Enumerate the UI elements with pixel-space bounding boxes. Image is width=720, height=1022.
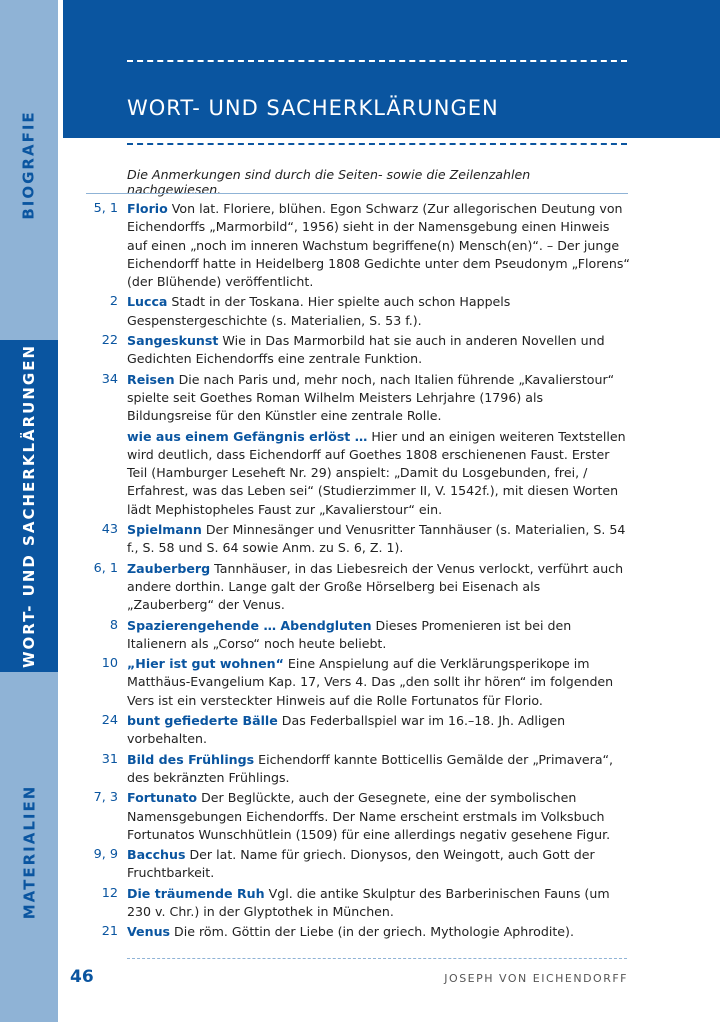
glossary-entry <box>60 617 630 654</box>
entry-reference: 5, 1 <box>93 201 118 216</box>
chapter-title: WORT- UND SACHERKLÄRUNGEN <box>127 96 499 120</box>
entry-body <box>127 846 630 883</box>
page-number: 46 <box>70 967 94 987</box>
entry-reference: 31 <box>101 751 118 767</box>
entry-reference: 22 <box>101 333 118 349</box>
entry-body <box>127 617 630 654</box>
entry-body <box>127 789 630 844</box>
entry-body <box>127 923 630 941</box>
entry-body <box>127 428 630 519</box>
entry-lemma: Bacchus <box>127 847 186 863</box>
glossary-entry <box>60 332 630 369</box>
entry-body <box>127 371 630 426</box>
entry-text: Die röm. Göttin der Liebe (in der griech. Mythologie Aphrodite). <box>170 924 574 940</box>
entry-reference: 34 <box>101 371 118 387</box>
glossary-entry <box>60 789 630 844</box>
glossary-entry <box>60 371 630 426</box>
entry-body <box>127 332 630 369</box>
tab-biografie[interactable] <box>0 0 58 330</box>
entry-lemma: wie aus einem Gefängnis erlöst … <box>127 428 368 444</box>
entry-text: Vgl. die antike Skulptur des Barberinischen Fauns (um 230 v. Chr.) in der Glyptothek in München. <box>127 885 610 919</box>
intro-rule <box>86 193 628 194</box>
glossary-entry <box>60 428 630 519</box>
entry-lemma: Spielmann <box>127 522 202 538</box>
entry-reference: 10 <box>101 656 118 672</box>
entry-body <box>127 293 630 330</box>
entry-text: Wie in Das Marmorbild hat sie auch in anderen Novellen und Gedichten Eichendorffs eine zentrale Funktion. <box>127 333 605 367</box>
entry-lemma: Die träumende Ruh <box>127 885 265 901</box>
entry-text: Dieses Promenieren ist bei den Italienern als „Corso“ noch heute beliebt. <box>127 617 572 651</box>
entry-lemma: Bild des Frühlings <box>127 751 255 767</box>
glossary-entry <box>60 521 630 558</box>
glossary-entry <box>60 560 630 615</box>
entry-lemma: Florio <box>127 201 168 216</box>
entry-reference: 43 <box>101 522 118 538</box>
entry-lemma: Reisen <box>127 371 175 387</box>
entry-body <box>127 521 630 558</box>
entry-text: Eine Anspielung auf die Verklärungsperikope im Matthäus-Evangelium Kap. 17, Vers 4. Das „den sollt ihr hören“ im folgenden Vers ist ein versteckter Hinweis auf die Rolle Fortunatos für Florio. <box>127 656 614 708</box>
footer-dash <box>127 958 627 959</box>
entry-lemma: Lucca <box>127 294 168 310</box>
entry-body <box>127 712 630 749</box>
entry-reference: 9, 9 <box>93 847 118 863</box>
entry-text: Stadt in der Toskana. Hier spielte auch schon Happels Gespenstergeschichte (s. Materialien, S. 53 f.). <box>127 294 511 328</box>
entry-text: Der Minnesänger und Venusritter Tannhäuser (s. Materialien, S. 54 f., S. 58 und S. 64 sowie Anm. zu S. 6, Z. 1). <box>127 522 626 556</box>
entry-reference: 6, 1 <box>93 560 118 576</box>
entry-body <box>127 751 630 788</box>
tab-biografie-label: BIOGRAFIE <box>20 110 38 220</box>
entry-text: Tannhäuser, in das Liebesreich der Venus verlockt, verführt auch andere dorthin. Lange galt der Große Hörselberg bei Eisenach als „Zauberberg“ der Venus. <box>127 560 624 613</box>
glossary-entry <box>60 712 630 749</box>
tab-materialien[interactable] <box>0 682 58 1022</box>
entry-body <box>127 560 630 615</box>
glossary-entry <box>60 885 630 922</box>
entry-text: Der lat. Name für griech. Dionysos, den Weingott, auch Gott der Fruchtbarkeit. <box>127 847 595 881</box>
entry-reference: 2 <box>109 294 118 310</box>
entry-body <box>127 655 630 710</box>
running-title: JOSEPH VON EICHENDORFF <box>444 972 628 985</box>
tab-wort-label: WORT- UND SACHERKLÄRUNGEN <box>20 343 39 669</box>
entry-text: Hier und an einigen weiteren Textstellen wird deutlich, dass Eichendorff auf Goethes 1808 erschienenen Faust. Erster Teil (Hamburger Leseheft Nr. 29) anspielt: „Damit du Losgebunden, frei, / Erfahrest, was das Leben sei“ (Studierzimmer II, V. 1542f.), mit diesen Worten lädt Mephistopheles Faust zur „Kavalierstour“ ein. <box>127 428 626 517</box>
entry-lemma: „Hier ist gut wohnen“ <box>127 656 284 672</box>
entry-lemma: Venus <box>127 924 171 940</box>
tab-materialien-label: MATERIALIEN <box>20 784 38 920</box>
glossary-entry <box>60 846 630 883</box>
chapter-header <box>63 0 720 138</box>
header-dash-top <box>127 60 627 62</box>
entry-reference: 21 <box>101 924 118 940</box>
section-tabs <box>0 0 58 1020</box>
entry-text: Die nach Paris und, mehr noch, nach Italien führende „Kavalierstour“ spielte seit Goethes Roman Wilhelm Meisters Lehrjahre (1796) als Bildungsreise für den Künstler eine zentrale Rolle. <box>127 371 615 424</box>
intro-note: Die Anmerkungen sind durch die Seiten- sowie die Zeilenzahlen nachgewiesen. <box>127 167 531 197</box>
entry-lemma: Spazierengehende … Abendgluten <box>127 617 372 633</box>
entry-lemma: bunt gefiederte Bälle <box>127 713 278 729</box>
entry-reference: 7, 3 <box>93 790 118 806</box>
entry-lemma: Fortunato <box>127 790 198 806</box>
entry-reference: 12 <box>101 885 118 901</box>
entry-text: Eichendorff kannte Botticellis Gemälde der „Primavera“, des bekränzten Frühlings. <box>127 751 614 785</box>
entry-text: Der Beglückte, auch der Gesegnete, eine der symbolischen Namensgebungen Eichendorffs. Der Name erscheint erstmals im Volksbuch Fortunatos Wunschhütlein (1509) für eine allerdings negativ gesehene Figur. <box>127 790 611 842</box>
entry-lemma: Zauberberg <box>127 560 211 576</box>
glossary-entry <box>60 923 630 941</box>
entry-reference: 24 <box>101 713 118 729</box>
glossary-entry <box>60 293 630 330</box>
entry-text: Von lat. Floriere, blühen. Egon Schwarz (Zur allegorischen Deutung von Eichendorffs „Marmorbild“, 1956) sieht in der Namensgebung einen Hinweis auf einen „noch im inneren Wachstum begriffene(n) Mensch(en)“. – Der junge Eichendorff hatte in Heidelberg 1808 Gedichte unter dem Pseudonym „Florens“ (der Blühende) veröffentlicht. <box>127 201 630 290</box>
glossary-entry <box>60 751 630 788</box>
entry-body <box>127 200 630 291</box>
entry-text: Das Federballspiel war im 16.–18. Jh. Adligen vorbehalten. <box>127 713 566 747</box>
glossary-entry <box>60 655 630 710</box>
entry-reference: 8 <box>109 617 118 633</box>
entry-lemma: Sangeskunst <box>127 333 219 349</box>
glossary-entry <box>60 200 630 291</box>
tab-wort-und-sacherklaerungen[interactable] <box>0 340 58 672</box>
header-dash-bottom <box>127 143 627 145</box>
entry-body <box>127 885 630 922</box>
glossary-list <box>60 200 630 944</box>
